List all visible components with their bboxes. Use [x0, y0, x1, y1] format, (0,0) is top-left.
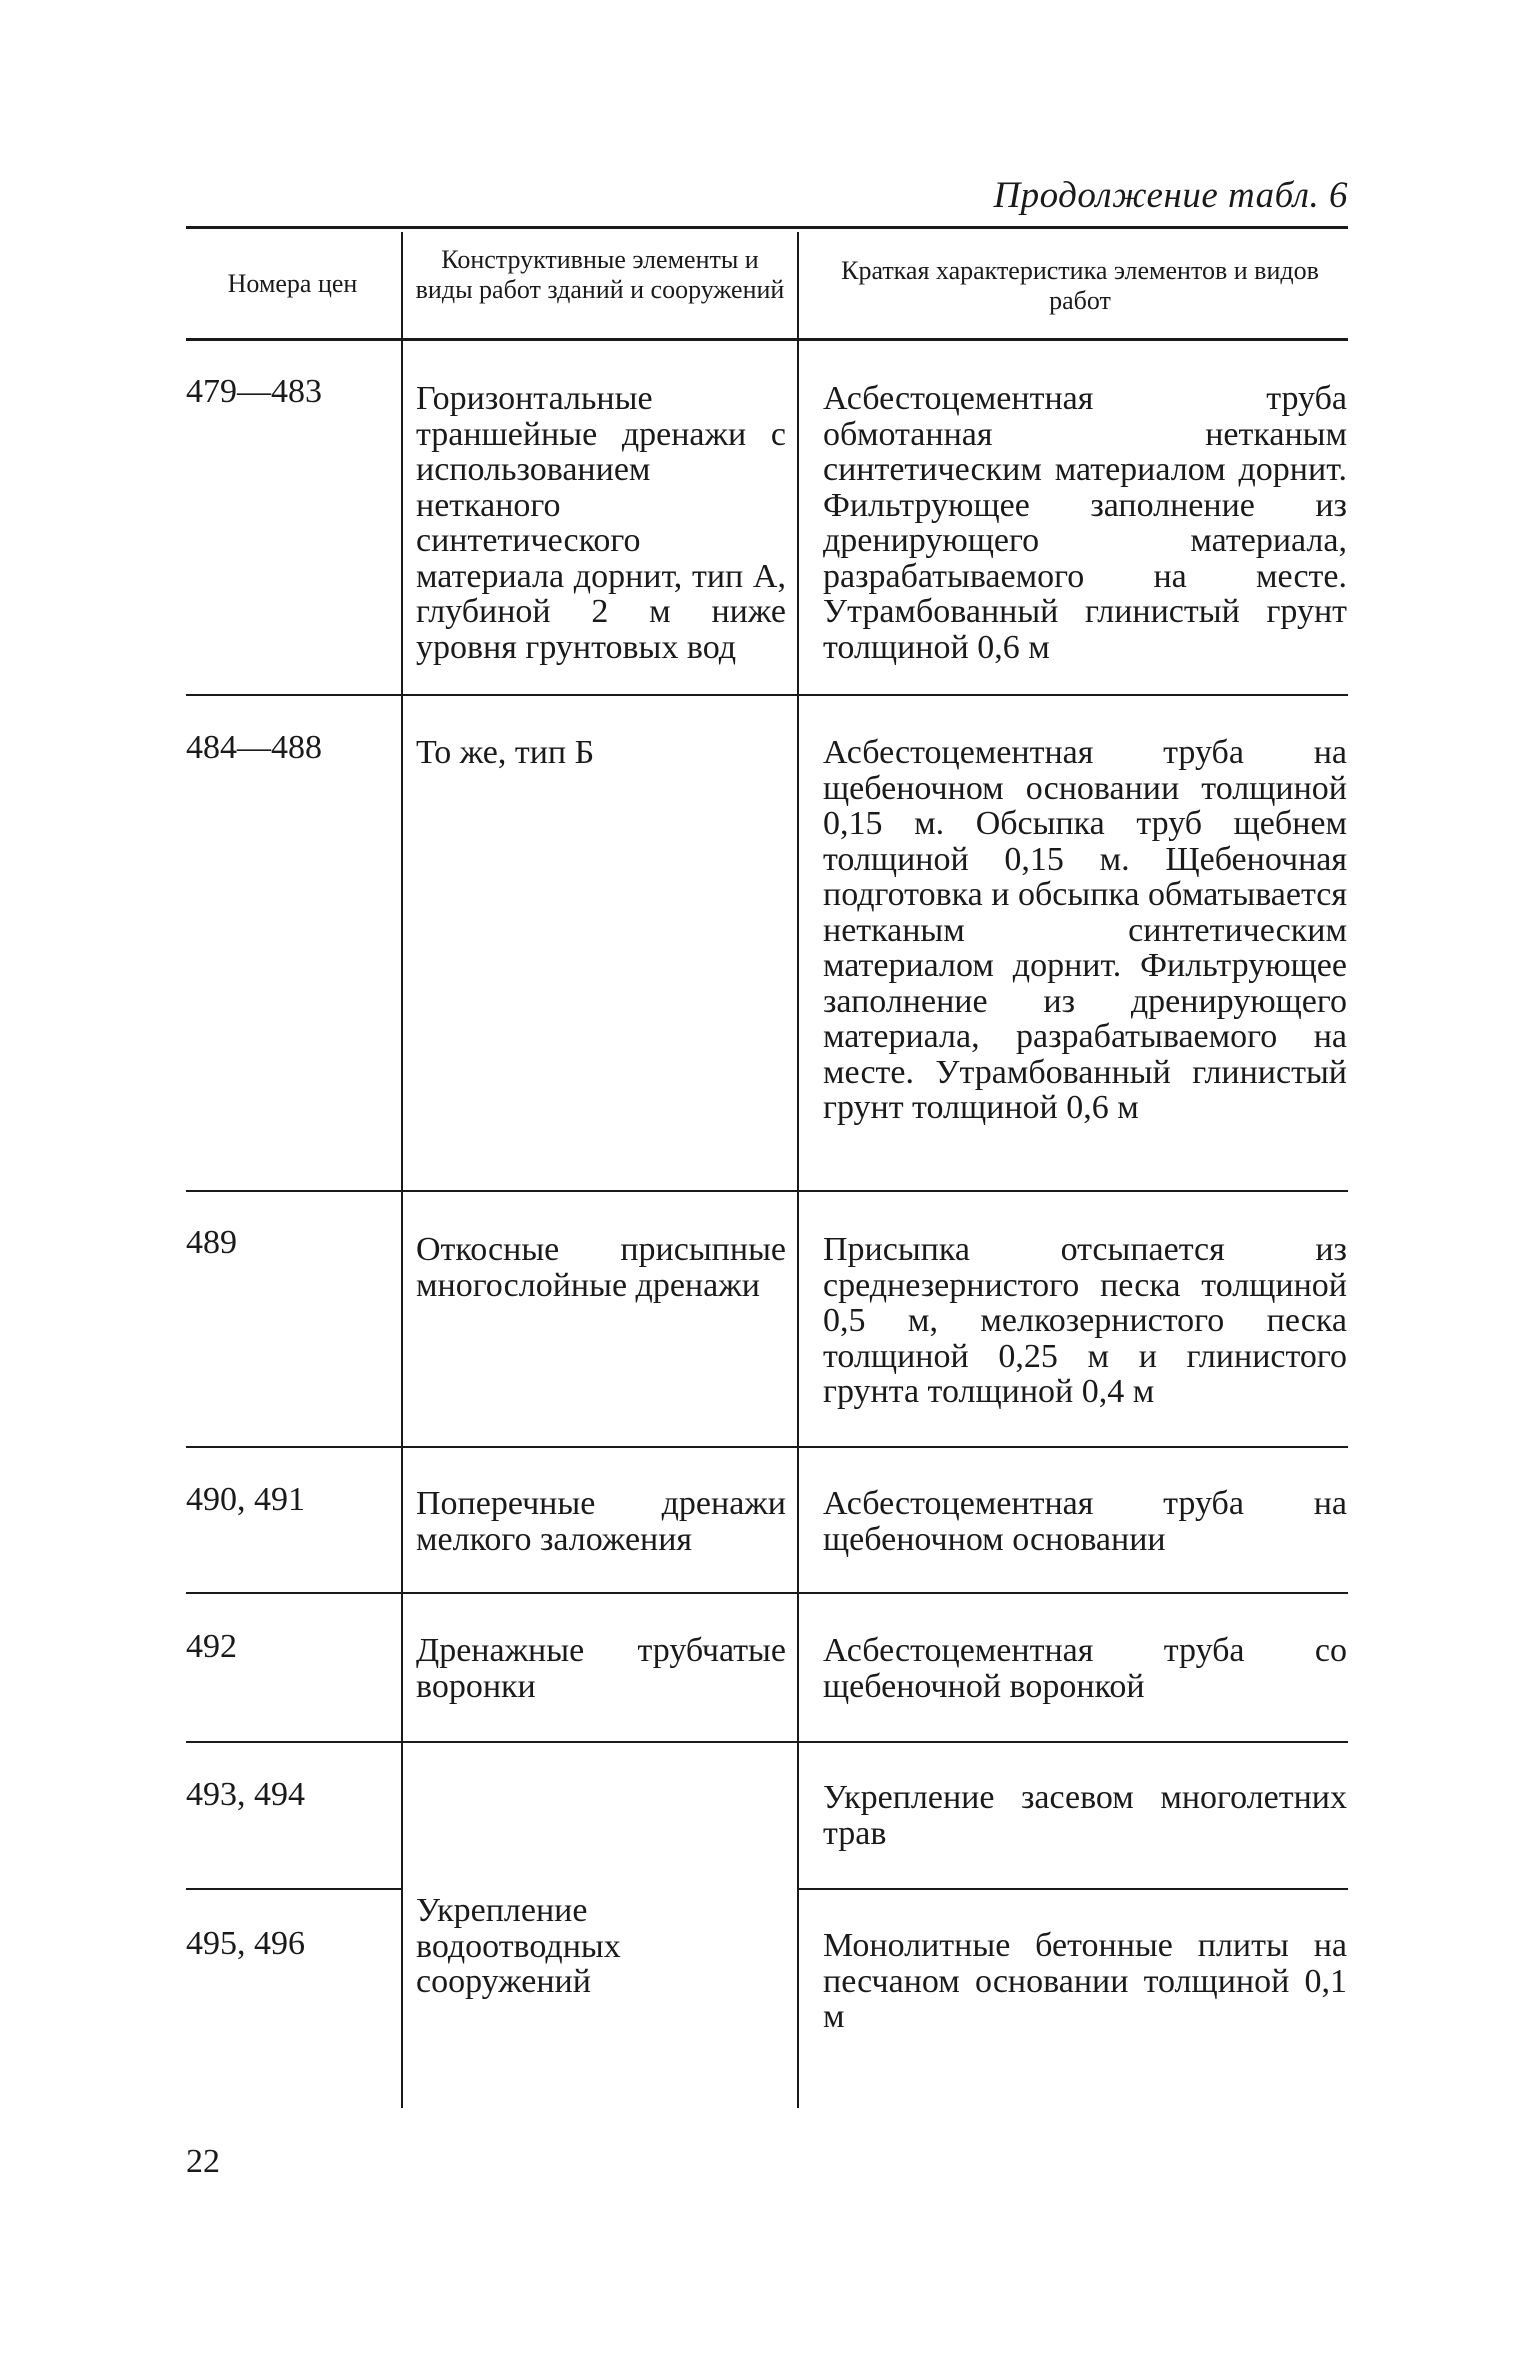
row-element: Укрепление водоотводных сооружений [416, 1892, 621, 2000]
row-description: Укрепление засевом многолетних трав [823, 1779, 1347, 1852]
row-numbers: 490, 491 [186, 1481, 305, 1518]
row-numbers: 484—488 [186, 729, 322, 766]
row-description: Асбестоцементная труба на щебеночном основании [823, 1485, 1347, 1558]
row-numbers: 489 [186, 1224, 237, 1261]
row-divider-partial [186, 1888, 401, 1890]
header-bottom-rule [186, 338, 1348, 341]
row-divider [186, 1446, 1348, 1448]
header-col-description: Краткая характеристика элементов и видов работ [841, 256, 1319, 315]
row-element: Дренажные трубчатые воронки [416, 1632, 786, 1705]
row-element: Поперечные дренажи мелкого заложения [416, 1485, 786, 1558]
row-numbers: 479—483 [186, 373, 322, 410]
row-description: Асбестоцементная труба обмотанная нетканым синтетическим материалом дорнит. Фильтрующее заполнение из дренирующего материала, разрабатываемого на месте. Утрамбованный глинистый грунт толщиной 0,6 м [823, 380, 1347, 666]
header-col-elements: Конструктивные элементы и виды работ зданий и сооружений [415, 245, 785, 304]
row-description: Монолитные бетонные плиты на песчаном основании толщиной 0,1 м [823, 1927, 1347, 2035]
row-divider [186, 694, 1348, 696]
page-number: 22 [186, 2143, 220, 2180]
column-rule-1 [401, 232, 403, 2108]
row-element: Горизонтальные траншейные дренажи с использованием нетканого синтетического материала дорнит, тип А, глубиной 2 м ниже уровня грунтовых вод [416, 380, 786, 666]
row-divider [186, 1741, 1348, 1743]
row-numbers: 495, 496 [186, 1925, 305, 1962]
row-description: Асбестоцементная труба со щебеночной воронкой [823, 1632, 1347, 1705]
row-numbers: 493, 494 [186, 1776, 305, 1813]
row-divider [186, 1190, 1348, 1192]
table-top-rule [186, 226, 1348, 229]
row-description: Присыпка отсыпается из среднезернистого песка толщиной 0,5 м, мелкозернистого песка толщиной 0,25 м и глинистого грунта толщиной 0,4 м [823, 1231, 1347, 1410]
row-numbers: 492 [186, 1628, 237, 1665]
header-col-numbers: Номера цен [227, 269, 358, 298]
table-continuation-caption: Продолжение табл. 6 [993, 175, 1348, 216]
row-divider [186, 1592, 1348, 1594]
row-divider-partial [799, 1888, 1348, 1890]
row-description: Асбестоцементная труба на щебеночном основании толщиной 0,15 м. Обсыпка труб щебнем толщиной 0,15 м. Щебеночная подготовка и обсыпка обматывается нетканым синтетическим материалом дорнит. Фильтрующее заполнение из дренирующего материала, разрабатываемого на месте. Утрамбованный глинистый грунт толщиной 0,6 м [823, 734, 1347, 1126]
column-rule-2 [797, 232, 799, 2108]
row-element: Откосные присыпные многослойные дренажи [416, 1231, 786, 1304]
row-element: То же, тип Б [416, 734, 595, 771]
